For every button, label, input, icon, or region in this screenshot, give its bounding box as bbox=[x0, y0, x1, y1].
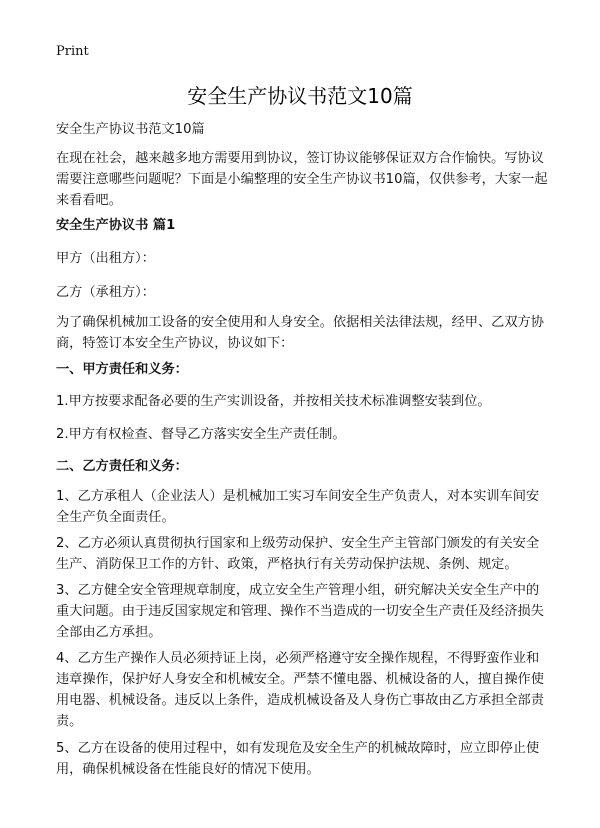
part2-item: 4、乙方生产操作人员必须持证上岗，必须严格遵守安全操作规程，不得野蛮作业和违章操作，保护好人身安全和机械安全。严禁不懂电器、机械设备的人，擅自操作使用电器、机械设备。违反以上条件，造成机械设备及人身伤亡事故由乙方承担全部责责。 bbox=[56, 651, 544, 729]
part2-item: 2、乙方必须认真贯彻执行国家和上级劳动保护、安全生产主管部门颁发的有关安全生产、消防保卫工作的方针、政策，严格执行有关劳动保护法规、条例、规定。 bbox=[56, 536, 540, 572]
intro-paragraph: 在现在社会，越来越多地方需要用到协议，签订协议能够保证双方合作愉快。写协议需要注意哪些问题呢？下面是小编整理的安全生产协议书10篇，仅供参考，大家一起来看看吧。 bbox=[56, 151, 548, 208]
part1-item: 2.甲方有权检查、督导乙方落实安全生产责任制。 bbox=[56, 427, 346, 442]
preamble-paragraph: 为了确保机械加工设备的安全使用和人身安全。依据相关法律法规，经甲、乙双方协商，特签订本安全生产协议，协议如下： bbox=[56, 315, 544, 351]
print-link[interactable]: Print bbox=[56, 44, 89, 59]
party-b-line: 乙方（承租方）： bbox=[56, 285, 155, 300]
part1-heading: 一、甲方责任和义务： bbox=[56, 362, 188, 377]
part2-item: 3、乙方健全安全管理规章制度，成立安全生产管理小组，研究解决关安全生产中的重大问题。由于违反国家规定和管理、操作不当造成的一切安全生产责任及经济损失全部由乙方承担。 bbox=[56, 583, 544, 640]
party-a-line: 甲方（出租方）： bbox=[56, 251, 155, 266]
document-subtitle: 安全生产协议书范文10篇 bbox=[56, 122, 205, 137]
part2-heading: 二、乙方责任和义务： bbox=[56, 459, 188, 474]
part2-item: 1、乙方承租人（企业法人）是机械加工实习车间安全生产负责人，对本实训车间安全生产负全面责任。 bbox=[56, 489, 540, 525]
part2-item: 5、乙方在设备的使用过程中，如有发现危及安全生产的机械故障时，应立即停止使用，确保机械设备在性能良好的情况下使用。 bbox=[56, 741, 540, 777]
part1-item: 1.甲方按要求配备必要的生产实训设备，并按相关技术标准调整安装到位。 bbox=[56, 394, 491, 409]
document-title: 安全生产协议书范文10篇 bbox=[187, 84, 413, 108]
section-title: 安全生产协议书 篇1 bbox=[56, 218, 176, 233]
